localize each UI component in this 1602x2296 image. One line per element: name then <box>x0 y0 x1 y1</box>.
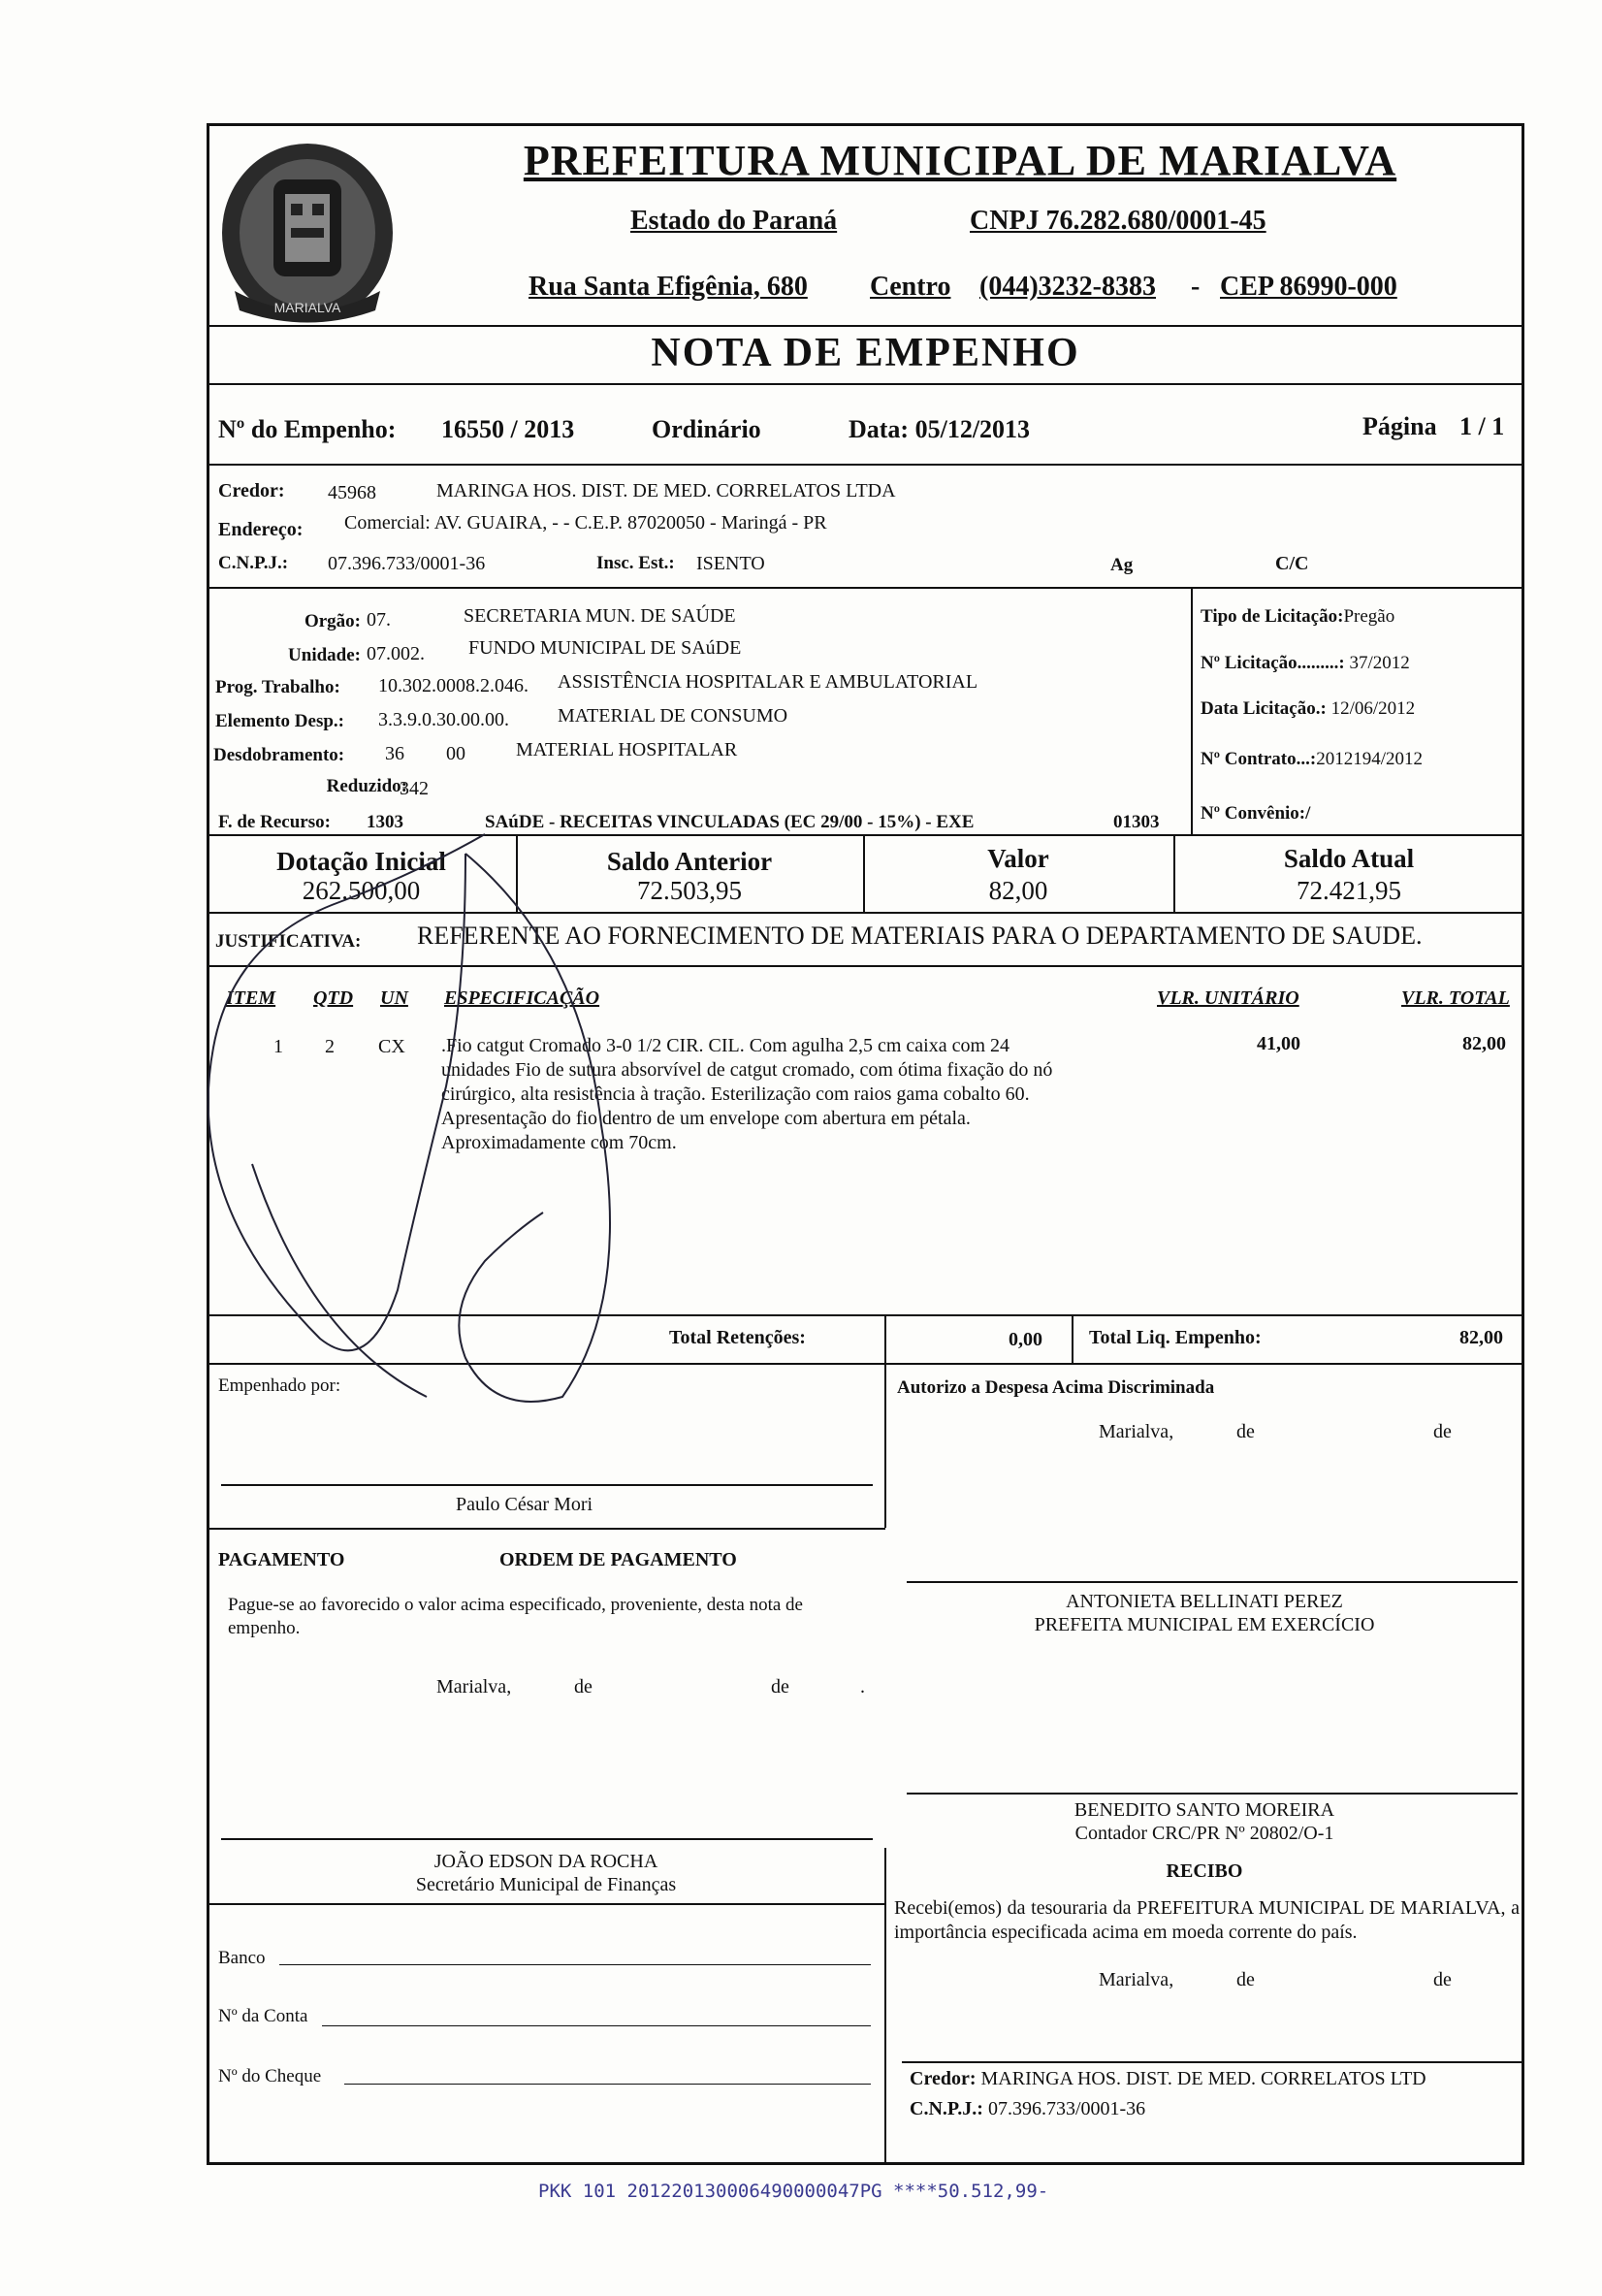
desd-label: Desdobramento: <box>213 745 345 765</box>
divider <box>1191 587 1193 834</box>
empenho-number-label: Nº do Empenho: <box>218 415 397 443</box>
col-qtd: QTD <box>313 987 354 1009</box>
divider <box>884 1848 886 2163</box>
contador-name: BENEDITO SANTO MOREIRA <box>1073 1799 1335 1821</box>
saldo-anterior-value: 72.503,95 <box>637 876 742 905</box>
valor-value: 82,00 <box>988 876 1048 905</box>
financas-role: Secretário Municipal de Finanças <box>415 1874 677 1895</box>
row-item: 1 <box>273 1036 283 1057</box>
recibo-text: Recebi(emos) da tesouraria da PREFEITURA MUNICIPAL DE MARIALVA, a importância especificada acima em moeda corrente do país. <box>894 1897 1520 1943</box>
elem-code: 3.3.9.0.30.00.00. <box>378 709 509 730</box>
recurso: SAúDE - RECEITAS VINCULADAS (EC 29/00 - 15%) - EXE <box>485 812 975 832</box>
saldo-anterior-label: Saldo Anterior <box>606 847 773 876</box>
recibo-title: RECIBO <box>1166 1860 1243 1882</box>
contador-role: Contador CRC/PR Nº 20802/O-1 <box>1074 1823 1334 1844</box>
licitacao-data-value: 12/06/2012 <box>1330 698 1416 719</box>
row-desc-4: Apresentação do fio dentro de um envelope com abertura em pétala. <box>441 1108 971 1129</box>
divider <box>1072 1314 1073 1363</box>
insc-label: Insc. Est.: <box>596 553 675 573</box>
desd-a: 36 <box>385 743 404 764</box>
phone: (044)3232-8383 <box>979 272 1156 302</box>
cnpj-label: C.N.P.J.: <box>218 553 289 573</box>
col-item: ITEM <box>226 987 276 1009</box>
retencoes-value: 0,00 <box>1009 1329 1042 1350</box>
row-qtd: 2 <box>325 1036 335 1057</box>
unidade: FUNDO MUNICIPAL DE SAúDE <box>468 637 742 659</box>
conta-fill-line <box>322 2025 871 2026</box>
licitacao-contrato-value: 2012194/2012 <box>1316 749 1423 769</box>
rule <box>207 464 1524 466</box>
col-espec: ESPECIFICAÇÃO <box>444 987 600 1009</box>
elem: MATERIAL DE CONSUMO <box>558 705 788 727</box>
recibo-signature-line <box>902 2061 1522 2063</box>
rule <box>207 587 1524 589</box>
ordem-pagamento: ORDEM DE PAGAMENTO <box>499 1549 737 1570</box>
row-desc-3: cirúrgico, alta resistência à tração. Esterilização com raios gama cobalto 60. <box>441 1083 1030 1105</box>
financas-signature-line <box>221 1838 873 1840</box>
cheque-label: Nº do Cheque <box>218 2066 322 2086</box>
reduzido: 342 <box>400 778 429 799</box>
handwritten-signature <box>175 795 679 1416</box>
pagamento-de1: de <box>574 1676 593 1698</box>
empenho-date: Data: 05/12/2013 <box>849 415 1031 443</box>
rule <box>207 1528 885 1530</box>
contador-signature-line <box>907 1793 1518 1795</box>
banco-label: Banco <box>218 1948 266 1968</box>
row-unit: 41,00 <box>1257 1033 1300 1054</box>
licitacao-convenio: Nº Convênio:/ <box>1201 803 1311 824</box>
doc-title: NOTA DE EMPENHO <box>651 331 1080 375</box>
pagamento-city: Marialva, <box>436 1676 512 1698</box>
reduzido-label: Reduzido: <box>326 776 407 796</box>
empenhado-name: Paulo César Mori <box>456 1494 593 1515</box>
orgao-code: 07. <box>367 609 391 631</box>
ag-label: Ag <box>1110 555 1134 575</box>
liq-value: 82,00 <box>1459 1327 1503 1348</box>
saldo-atual-label: Saldo Atual <box>1283 844 1415 873</box>
prefeitura-title: PREFEITURA MUNICIPAL DE MARIALVA <box>523 137 1397 184</box>
recibo-city: Marialva, <box>1099 1969 1174 1990</box>
orgao-label: Orgão: <box>304 611 361 631</box>
desd-b: 00 <box>446 743 465 764</box>
prefeita-name: ANTONIETA BELLINATI PEREZ <box>1066 1591 1343 1612</box>
municipal-crest <box>215 136 400 330</box>
justificativa-label: JUSTIFICATIVA: <box>215 931 362 952</box>
saldo-atual-value: 72.421,95 <box>1297 876 1401 905</box>
financas-signer: JOÃO EDSON DA ROCHA <box>433 1851 658 1872</box>
prefeita-signature-line <box>907 1581 1518 1583</box>
recibo-cnpj <box>910 2098 1145 2120</box>
recurso-code: 1303 <box>367 812 403 832</box>
row-desc-2: unidades Fio de sutura absorvível de catgut cromado, com ótima fixação do nó <box>441 1059 1053 1081</box>
pagamento-de2: de <box>771 1676 789 1698</box>
retencoes-label: Total Retenções: <box>669 1327 806 1348</box>
autorizo-de2: de <box>1433 1421 1452 1442</box>
autorizo-de1: de <box>1236 1421 1255 1442</box>
neighborhood: Centro <box>870 272 951 302</box>
licitacao-num-value: 37/2012 <box>1349 653 1410 673</box>
desd: MATERIAL HOSPITALAR <box>516 739 738 760</box>
rule <box>207 1903 885 1905</box>
recurso-label: F. de Recurso: <box>218 812 331 832</box>
licitacao-contrato <box>1201 749 1423 770</box>
recibo-credor-label: Credor: <box>910 2068 977 2089</box>
divider <box>884 1363 886 1528</box>
unidade-code: 07.002. <box>367 643 425 664</box>
dash-separator: - <box>1191 272 1201 302</box>
credor-code: 45968 <box>328 482 376 503</box>
credor-name: MARINGA HOS. DIST. DE MED. CORRELATOS LTDA <box>436 480 896 501</box>
banco-fill-line <box>279 1964 871 1965</box>
licitacao-data <box>1201 698 1415 720</box>
cc-label: C/C <box>1275 553 1309 574</box>
insc-value: ISENTO <box>696 553 765 574</box>
col-unit: VLR. UNITÁRIO <box>1157 987 1299 1009</box>
cheque-fill-line <box>344 2084 871 2085</box>
licitacao-tipo-label: Tipo de Licitação: <box>1201 606 1344 627</box>
licitacao-num-label: Nº Licitação.........: <box>1201 653 1345 673</box>
recibo-credor <box>910 2068 1426 2090</box>
cep: CEP 86990-000 <box>1220 272 1397 302</box>
recurso-num: 01303 <box>1113 812 1160 832</box>
liq-label: Total Liq. Empenho: <box>1089 1327 1262 1348</box>
pagamento-text: Pague-se ao favorecido o valor acima especificado, proveniente, desta nota de empenho. <box>228 1595 803 1638</box>
empenhado-label: Empenhado por: <box>218 1375 341 1396</box>
empenho-number: 16550 / 2013 <box>441 415 575 443</box>
licitacao-num <box>1201 653 1410 674</box>
rule <box>207 325 1524 327</box>
dotacao-label: Dotação Inicial <box>276 847 446 876</box>
state-name: Estado do Paraná <box>630 206 838 236</box>
row-desc-1: .Fio catgut Cromado 3-0 1/2 CIR. CIL. Com agulha 2,5 cm caixa com 24 <box>441 1035 1010 1056</box>
justificativa-text: REFERENTE AO FORNECIMENTO DE MATERIAIS PARA O DEPARTAMENTO DE SAUDE. <box>417 922 1423 950</box>
conta-label: Nº da Conta <box>218 2006 308 2026</box>
prog-label: Prog. Trabalho: <box>215 677 340 697</box>
prefeita-role: PREFEITA MUNICIPAL EM EXERCÍCIO <box>1034 1614 1375 1635</box>
col-total: VLR. TOTAL <box>1401 987 1510 1009</box>
row-un: CX <box>378 1036 405 1057</box>
endereco-label: Endereço: <box>218 519 304 540</box>
recibo-cnpj-value: 07.396.733/0001-36 <box>987 2098 1146 2119</box>
empenhado-signature-line <box>221 1484 873 1486</box>
page-label: Página <box>1362 412 1437 440</box>
endereco: Comercial: AV. GUAIRA, - - C.E.P. 87020050 - Maringá - PR <box>344 512 827 534</box>
recibo-de1: de <box>1236 1969 1255 1990</box>
footer-stamp: PKK 101 201220130006490000047PG ****50.512,99- <box>538 2181 1049 2202</box>
licitacao-data-label: Data Licitação.: <box>1201 698 1327 719</box>
prog-code: 10.302.0008.2.046. <box>378 675 529 696</box>
period: . <box>860 1676 865 1698</box>
rule <box>207 383 1524 385</box>
licitacao-tipo <box>1201 606 1394 628</box>
credor-cnpj: 07.396.733/0001-36 <box>328 553 486 574</box>
prog: ASSISTÊNCIA HOSPITALAR E AMBULATORIAL <box>558 671 978 693</box>
recibo-de2: de <box>1433 1969 1452 1990</box>
orgao: SECRETARIA MUN. DE SAÚDE <box>464 605 736 627</box>
valor-label: Valor <box>987 844 1049 873</box>
unidade-label: Unidade: <box>288 645 361 665</box>
street-address: Rua Santa Efigênia, 680 <box>529 272 808 302</box>
elem-label: Elemento Desp.: <box>215 711 344 731</box>
svg-text:MARIALVA: MARIALVA <box>273 300 341 315</box>
pagamento-label: PAGAMENTO <box>218 1549 345 1570</box>
empenho-type: Ordinário <box>652 415 761 443</box>
licitacao-contrato-label: Nº Contrato...: <box>1201 749 1317 769</box>
page-number: 1 / 1 <box>1459 412 1505 440</box>
recibo-credor-name: MARINGA HOS. DIST. DE MED. CORRELATOS LTD <box>980 2068 1426 2089</box>
autorizo-label: Autorizo a Despesa Acima Discriminada <box>897 1377 1215 1398</box>
col-un: UN <box>380 987 408 1009</box>
credor-label: Credor: <box>218 480 285 501</box>
autorizo-city: Marialva, <box>1099 1421 1174 1442</box>
divider <box>884 1314 886 1363</box>
row-total: 82,00 <box>1462 1033 1506 1054</box>
licitacao-tipo-value: Pregão <box>1343 606 1395 627</box>
row-desc-5: Aproximadamente com 70cm. <box>441 1132 677 1153</box>
cnpj-header: CNPJ 76.282.680/0001-45 <box>970 206 1266 236</box>
dotacao-value: 262.500,00 <box>302 876 421 905</box>
recibo-cnpj-label: C.N.P.J.: <box>910 2098 983 2119</box>
